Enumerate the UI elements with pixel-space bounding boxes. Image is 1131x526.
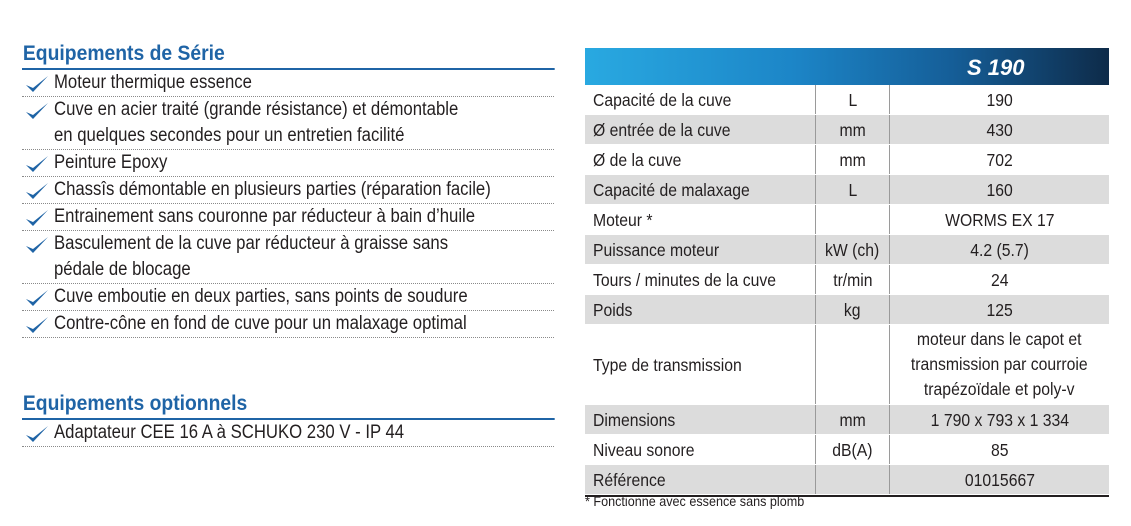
spec-value bbox=[890, 325, 1109, 404]
standard-equipment-list bbox=[22, 70, 554, 338]
spec-value: 125 bbox=[986, 299, 1013, 320]
spec-unit: kW (ch) bbox=[816, 235, 890, 264]
list-item-continuation: pédale de blocage bbox=[22, 257, 554, 284]
spec-label: Poids bbox=[585, 295, 816, 324]
spec-value: 1 790 x 793 x 1 334 bbox=[930, 409, 1069, 430]
spec-unit: kg bbox=[816, 295, 890, 324]
table-row bbox=[585, 295, 1109, 325]
check-icon bbox=[24, 181, 50, 201]
spec-unit: L bbox=[816, 175, 890, 204]
spec-value: 702 bbox=[986, 149, 1013, 170]
spec-unit: tr/min bbox=[816, 265, 890, 294]
table-row bbox=[585, 235, 1109, 265]
table-row bbox=[585, 435, 1109, 465]
list-item: Peinture Epoxy bbox=[22, 150, 554, 177]
list-item: Adaptateur CEE 16 A à SCHUKO 230 V - IP 44 bbox=[22, 420, 554, 447]
spec-value: 190 bbox=[986, 89, 1013, 110]
spec-value: 01015667 bbox=[964, 469, 1035, 490]
list-item: Entrainement sans couronne par réducteur à bain d’huile bbox=[22, 204, 554, 231]
spec-label: Puissance moteur bbox=[585, 235, 816, 264]
spec-label: Capacité de malaxage bbox=[585, 175, 816, 204]
optional-equipment-list bbox=[22, 420, 554, 447]
spec-unit bbox=[816, 325, 890, 404]
table-row bbox=[585, 325, 1109, 405]
spec-unit: mm bbox=[816, 405, 890, 434]
spec-label: Moteur * bbox=[585, 205, 816, 234]
table-row bbox=[585, 85, 1109, 115]
spec-value: WORMS EX 17 bbox=[944, 209, 1055, 230]
spec-value: 24 bbox=[990, 269, 1009, 290]
equipment-column bbox=[22, 40, 554, 447]
table-row bbox=[585, 205, 1109, 235]
list-item: Moteur thermique essence bbox=[22, 70, 554, 97]
spec-value-line: moteur dans le capot et bbox=[917, 329, 1082, 349]
table-row bbox=[585, 175, 1109, 205]
spec-value-line: trapézoïdale et poly-v bbox=[924, 379, 1075, 399]
table-row bbox=[585, 465, 1109, 495]
spec-label: Niveau sonore bbox=[585, 435, 816, 464]
check-icon bbox=[24, 74, 50, 94]
model-name: S 190 bbox=[967, 55, 1025, 80]
table-row bbox=[585, 405, 1109, 435]
table-row bbox=[585, 145, 1109, 175]
check-icon bbox=[24, 424, 50, 444]
list-item: Contre-cône en fond de cuve pour un malaxage optimal bbox=[22, 311, 554, 338]
check-icon bbox=[24, 101, 50, 121]
spec-value: 85 bbox=[990, 439, 1009, 460]
table-header bbox=[585, 48, 1109, 85]
spec-table bbox=[585, 48, 1109, 497]
spec-label: Tours / minutes de la cuve bbox=[585, 265, 816, 294]
spec-unit bbox=[816, 465, 890, 494]
spec-label: Type de transmission bbox=[585, 325, 816, 404]
table-row bbox=[585, 115, 1109, 145]
standard-equipment-title: Equipements de Série bbox=[22, 40, 555, 70]
check-icon bbox=[24, 154, 50, 174]
check-icon bbox=[24, 315, 50, 335]
table-body bbox=[585, 85, 1109, 497]
spec-value: 160 bbox=[986, 179, 1013, 200]
spec-unit: dB(A) bbox=[816, 435, 890, 464]
table-row bbox=[585, 265, 1109, 295]
check-icon bbox=[24, 288, 50, 308]
list-item-continuation: en quelques secondes pour un entretien facilité bbox=[22, 123, 554, 150]
spec-unit: mm bbox=[816, 115, 890, 144]
spec-value: 4.2 (5.7) bbox=[970, 239, 1029, 260]
check-icon bbox=[24, 208, 50, 228]
spec-unit: mm bbox=[816, 145, 890, 174]
footnote: * Fonctionne avec essence sans plomb bbox=[585, 493, 805, 509]
list-item: Basculement de la cuve par réducteur à graisse sans bbox=[22, 231, 554, 257]
list-item: Chassîs démontable en plusieurs parties (réparation facile) bbox=[22, 177, 554, 204]
list-item: Cuve emboutie en deux parties, sans points de soudure bbox=[22, 284, 554, 311]
spec-unit: L bbox=[816, 85, 890, 114]
spec-label: Ø de la cuve bbox=[585, 145, 816, 174]
spec-value-line: transmission par courroie bbox=[911, 354, 1088, 374]
spec-label: Dimensions bbox=[585, 405, 816, 434]
list-item: Cuve en acier traité (grande résistance) et démontable bbox=[22, 97, 554, 123]
spec-label: Référence bbox=[585, 465, 816, 494]
spec-label: Ø entrée de la cuve bbox=[585, 115, 816, 144]
spec-label: Capacité de la cuve bbox=[585, 85, 816, 114]
optional-equipment-title: Equipements optionnels bbox=[22, 390, 555, 420]
spec-unit bbox=[816, 205, 890, 234]
spec-value: 430 bbox=[986, 119, 1013, 140]
check-icon bbox=[24, 235, 50, 255]
